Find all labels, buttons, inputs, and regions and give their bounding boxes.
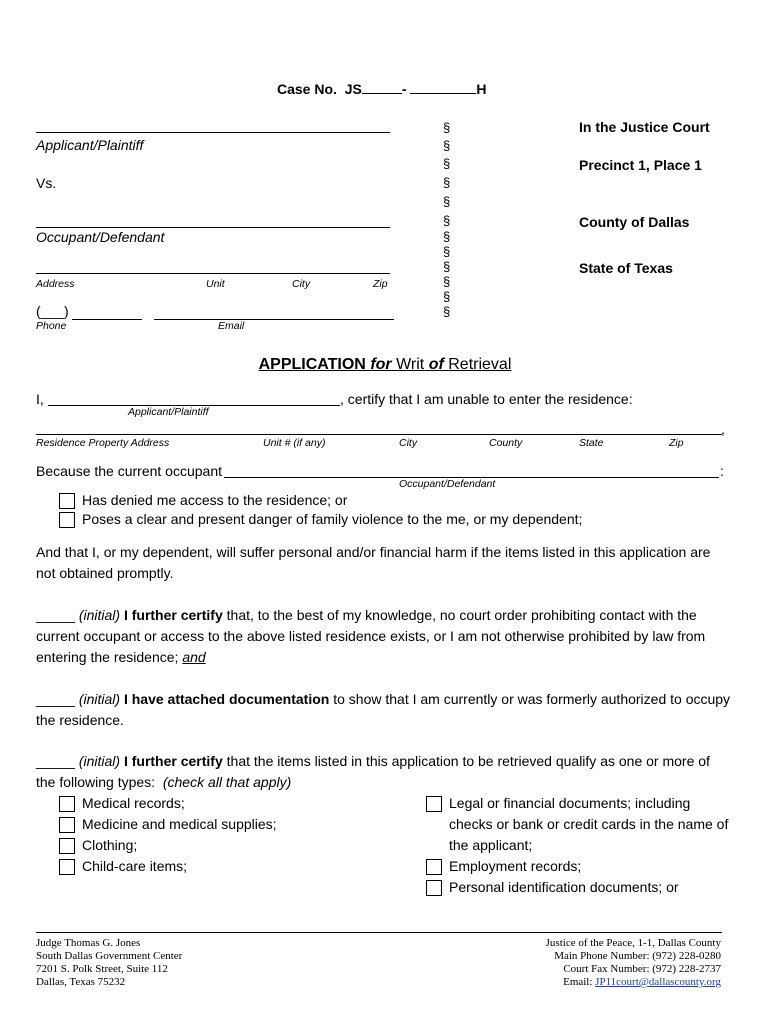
because-colon: :: [720, 463, 724, 479]
initial-blank-1[interactable]: _____: [36, 607, 75, 623]
documentation-text: to show that I am currently or was formerly authorized to occupy the residence.: [36, 691, 731, 728]
title-of: of: [428, 356, 444, 373]
medicine-label: Medicine and medical supplies;: [82, 816, 277, 832]
residence-address-label: Residence Property Address: [36, 437, 170, 449]
legal-financial-label-2: checks or bank or credit cards in the name of: [449, 816, 729, 832]
address-line[interactable]: [36, 273, 390, 274]
occupant-label: Occupant/Defendant: [36, 229, 165, 245]
item-types-check-all: (check all that apply): [162, 774, 292, 790]
initial-label: (initial): [78, 607, 121, 623]
danger-label: Poses a clear and present danger of family violence to the me, or my dependent;: [82, 511, 583, 527]
case-no-dash: -: [401, 81, 407, 97]
case-no-prefix: JS: [344, 81, 362, 97]
initial-blank-2[interactable]: _____: [36, 691, 75, 707]
further-certify-bold: I further certify: [123, 607, 223, 623]
section-symbol: §: [443, 274, 451, 289]
email-line[interactable]: [154, 319, 394, 320]
medicine-checkbox[interactable]: [59, 817, 75, 833]
medical-records-label: Medical records;: [82, 795, 185, 811]
phone-label: Phone: [36, 320, 67, 332]
case-number: [277, 81, 487, 97]
employment-records-label: Employment records;: [449, 858, 582, 874]
personal-id-checkbox[interactable]: [426, 880, 442, 896]
danger-checkbox[interactable]: [59, 512, 75, 528]
footer-email-link[interactable]: JP11court@dallascounty.org: [595, 976, 721, 988]
title-retrieval: Retrieval: [448, 356, 512, 373]
clothing-checkbox[interactable]: [59, 838, 75, 854]
further-certify-text: that, to the best of my knowledge, no court order prohibiting contact with the current occupant or access to the above listed residence exists, or I am not otherwise prohibited by law from entering the residence;: [36, 607, 706, 665]
residence-unit-label: Unit # (if any): [263, 437, 326, 449]
footer-email-row: [546, 976, 721, 989]
section-symbol: §: [443, 194, 451, 209]
personal-id-label: Personal identification documents; or: [449, 879, 679, 895]
case-no-blank-1[interactable]: [362, 81, 402, 94]
footer-email-label: Email:: [563, 976, 593, 988]
section-symbol: §: [443, 138, 451, 153]
section-symbol: §: [443, 244, 451, 259]
court-precinct: Precinct 1, Place 1: [579, 157, 702, 173]
certify-applicant-label: Applicant/Plaintiff: [128, 406, 209, 418]
city-label: City: [292, 278, 311, 290]
address-label: Address: [36, 278, 75, 290]
footer-city: Dallas, Texas 75232: [36, 976, 126, 988]
because-text: Because the current occupant: [36, 463, 223, 479]
footer-judge-name: Judge Thomas G. Jones: [36, 937, 141, 949]
item-types-bold: I further certify: [123, 753, 223, 769]
footer-main-phone: Main Phone Number: (972) 228-0280: [554, 950, 721, 962]
clothing-label: Clothing;: [82, 837, 138, 853]
section-symbol: §: [443, 120, 451, 135]
section-symbol: §: [443, 289, 451, 304]
section-symbol: §: [443, 304, 451, 319]
residence-city-label: City: [399, 437, 418, 449]
certify-i: I,: [36, 391, 44, 407]
documentation-paragraph: [36, 689, 731, 731]
footer-judge-info: [36, 937, 182, 989]
footer-center: South Dallas Government Center: [36, 950, 183, 962]
vs-label: Vs.: [36, 175, 57, 191]
case-no-label: Case No.: [277, 81, 337, 97]
title-for: for: [370, 356, 392, 373]
applicant-name-line[interactable]: [36, 132, 390, 133]
footer-court-info: [546, 937, 721, 989]
section-symbol: §: [443, 156, 451, 171]
zip-label: Zip: [373, 278, 388, 290]
legal-financial-checkbox[interactable]: [426, 796, 442, 812]
court-name: In the Justice Court: [579, 119, 710, 135]
further-certify-and: and: [182, 649, 206, 665]
residence-zip-label: Zip: [669, 437, 684, 449]
denied-access-label: Has denied me access to the residence; or: [82, 492, 348, 508]
footer-street: 7201 S. Polk Street, Suite 112: [36, 963, 168, 975]
title-application: APPLICATION: [258, 356, 366, 373]
case-no-blank-2[interactable]: [410, 81, 476, 94]
employment-records-checkbox[interactable]: [426, 859, 442, 875]
footer-fax: Court Fax Number: (972) 228-2737: [563, 963, 721, 975]
residence-county-label: County: [489, 437, 523, 449]
child-care-checkbox[interactable]: [59, 859, 75, 875]
legal-financial-label: Legal or financial documents; including: [449, 795, 691, 811]
further-certify-paragraph: [36, 605, 731, 668]
footer-divider: [36, 932, 722, 933]
applicant-label: Applicant/Plaintiff: [36, 137, 144, 153]
medical-records-checkbox[interactable]: [59, 796, 75, 812]
court-state: State of Texas: [579, 260, 673, 276]
court-county: County of Dallas: [579, 214, 690, 230]
phone-line[interactable]: [72, 319, 142, 320]
phone-area-code: (___): [36, 303, 69, 319]
certify-text: , certify that I am unable to enter the residence:: [340, 391, 633, 407]
section-symbol: §: [443, 259, 451, 274]
section-symbol: §: [443, 229, 451, 244]
child-care-label: Child-care items;: [82, 858, 188, 874]
because-occupant-label: Occupant/Defendant: [399, 478, 496, 490]
unit-label: Unit: [206, 278, 225, 290]
denied-access-checkbox[interactable]: [59, 493, 75, 509]
residence-state-label: State: [579, 437, 604, 449]
residence-address-line[interactable]: [36, 434, 722, 435]
residence-comma: ,: [721, 421, 725, 437]
initial-label: (initial): [78, 753, 121, 769]
initial-label: (initial): [78, 691, 121, 707]
initial-blank-3[interactable]: _____: [36, 753, 75, 769]
section-symbol: §: [443, 213, 451, 228]
email-label: Email: [218, 320, 245, 332]
harm-paragraph: And that I, or my dependent, will suffer personal and/or financial harm if the items listed in this application are not obtained promptly.: [36, 544, 711, 581]
title-writ: Writ: [396, 356, 425, 373]
documentation-bold: I have attached documentation: [123, 691, 330, 707]
occupant-name-line[interactable]: [36, 227, 390, 228]
footer-court-title: Justice of the Peace, 1-1, Dallas County: [545, 937, 721, 949]
page-title: [0, 356, 770, 374]
section-symbol: §: [443, 175, 451, 190]
case-no-suffix: H: [476, 81, 487, 97]
legal-financial-label-3: the applicant;: [449, 837, 533, 853]
item-types-text: that the items listed in this application to be retrieved qualify as one or more of the following types:: [36, 753, 710, 790]
item-types-paragraph: [36, 751, 731, 793]
